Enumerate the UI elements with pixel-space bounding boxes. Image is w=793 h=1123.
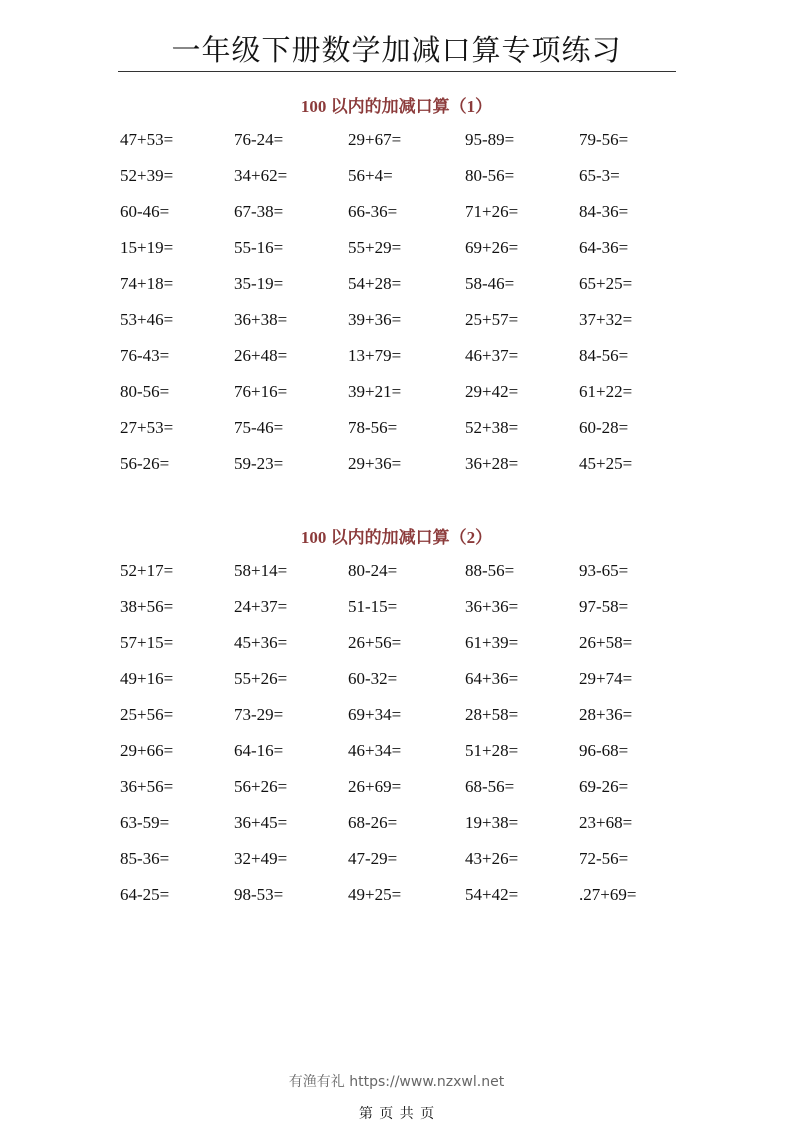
problem-item: 28+58= bbox=[465, 705, 519, 724]
section-heading-1: 100 以内的加减口算（1） bbox=[300, 97, 493, 116]
problem-item: 56-26= bbox=[120, 454, 170, 473]
problem-item: 29+66= bbox=[120, 741, 174, 760]
problem-item: 32+49= bbox=[234, 849, 288, 868]
problem-item: 29+36= bbox=[348, 454, 402, 473]
problem-item: 47+53= bbox=[120, 130, 174, 149]
footer-link[interactable]: 有渔有礼 https://www.nzxwl.net bbox=[288, 1074, 505, 1090]
page-number: 第 页 共 页 bbox=[358, 1106, 435, 1122]
problem-item: 19+38= bbox=[465, 813, 519, 832]
problem-item: 97-58= bbox=[579, 597, 629, 616]
problem-item: 61+39= bbox=[465, 633, 519, 652]
problem-item: 71+26= bbox=[465, 202, 519, 221]
problem-item: 60-32= bbox=[348, 669, 398, 688]
problem-grid-2 bbox=[120, 561, 680, 921]
problem-item: 26+58= bbox=[579, 633, 633, 652]
problem-item: 13+79= bbox=[348, 346, 402, 365]
problem-item: 85-36= bbox=[120, 849, 170, 868]
problem-item: 61+22= bbox=[579, 382, 633, 401]
problem-item: 52+17= bbox=[120, 561, 174, 580]
problem-item: 28+36= bbox=[579, 705, 633, 724]
problem-item: 29+74= bbox=[579, 669, 633, 688]
problem-item: 55+26= bbox=[234, 669, 288, 688]
problem-item: 96-68= bbox=[579, 741, 629, 760]
problem-item: 84-56= bbox=[579, 346, 629, 365]
problem-item: 74+18= bbox=[120, 274, 174, 293]
section-heading-2: 100 以内的加减口算（2） bbox=[300, 528, 493, 547]
problem-item: 45+25= bbox=[579, 454, 633, 473]
problem-item: 52+38= bbox=[465, 418, 519, 437]
problem-item: 39+36= bbox=[348, 310, 402, 329]
problem-item: 64+36= bbox=[465, 669, 519, 688]
problem-item: 15+19= bbox=[120, 238, 174, 257]
problem-item: 47-29= bbox=[348, 849, 398, 868]
problem-item: 95-89= bbox=[465, 130, 515, 149]
problem-item: 93-65= bbox=[579, 561, 629, 580]
problem-item: 37+32= bbox=[579, 310, 633, 329]
problem-item: 63-59= bbox=[120, 813, 170, 832]
problem-item: 80-24= bbox=[348, 561, 398, 580]
problem-item: 76-43= bbox=[120, 346, 170, 365]
problem-item: 68-56= bbox=[465, 777, 515, 796]
problem-item: 36+45= bbox=[234, 813, 288, 832]
problem-item: 23+68= bbox=[579, 813, 633, 832]
problem-item: 58-46= bbox=[465, 274, 515, 293]
problem-item: 65-3= bbox=[579, 166, 620, 185]
problem-item: 36+38= bbox=[234, 310, 288, 329]
problem-item: 56+4= bbox=[348, 166, 393, 185]
problem-item: 55+29= bbox=[348, 238, 402, 257]
problem-item: 54+42= bbox=[465, 885, 519, 904]
problem-item: 75-46= bbox=[234, 418, 284, 437]
problem-item: 56+26= bbox=[234, 777, 288, 796]
problem-item: 57+15= bbox=[120, 633, 174, 652]
problem-item: 72-56= bbox=[579, 849, 629, 868]
problem-item: 26+48= bbox=[234, 346, 288, 365]
problem-item: 80-56= bbox=[120, 382, 170, 401]
problem-item: 24+37= bbox=[234, 597, 288, 616]
problem-item: 51-15= bbox=[348, 597, 398, 616]
problem-item: 69+34= bbox=[348, 705, 402, 724]
problem-item: 53+46= bbox=[120, 310, 174, 329]
problem-item: 66-36= bbox=[348, 202, 398, 221]
problem-item: 65+25= bbox=[579, 274, 633, 293]
problem-item: 26+56= bbox=[348, 633, 402, 652]
problem-item: 39+21= bbox=[348, 382, 402, 401]
problem-item: 49+16= bbox=[120, 669, 174, 688]
problem-item: 26+69= bbox=[348, 777, 402, 796]
problem-item: 60-46= bbox=[120, 202, 170, 221]
problem-item: 36+28= bbox=[465, 454, 519, 473]
problem-item: 60-28= bbox=[579, 418, 629, 437]
problem-item: 51+28= bbox=[465, 741, 519, 760]
problem-item: 98-53= bbox=[234, 885, 284, 904]
problem-item: 79-56= bbox=[579, 130, 629, 149]
problem-item: 68-26= bbox=[348, 813, 398, 832]
document-title: 一年级下册数学加减口算专项练习 bbox=[171, 33, 622, 67]
problem-item: 76-24= bbox=[234, 130, 284, 149]
problem-item: 80-56= bbox=[465, 166, 515, 185]
problem-item: 27+53= bbox=[120, 418, 174, 437]
problem-item: 46+37= bbox=[465, 346, 519, 365]
problem-item: 49+25= bbox=[348, 885, 402, 904]
problem-item: 84-36= bbox=[579, 202, 629, 221]
problem-item: 38+56= bbox=[120, 597, 174, 616]
problem-item: 46+34= bbox=[348, 741, 402, 760]
problem-item: 69-26= bbox=[579, 777, 629, 796]
problem-item: 64-25= bbox=[120, 885, 170, 904]
title-underline bbox=[118, 71, 676, 72]
problem-item: 76+16= bbox=[234, 382, 288, 401]
problem-item: 54+28= bbox=[348, 274, 402, 293]
problem-item: 58+14= bbox=[234, 561, 288, 580]
problem-item: 36+36= bbox=[465, 597, 519, 616]
problem-item: 55-16= bbox=[234, 238, 284, 257]
problem-item: 45+36= bbox=[234, 633, 288, 652]
problem-item: 64-16= bbox=[234, 741, 284, 760]
problem-item: .27+69= bbox=[579, 885, 637, 904]
problem-item: 88-56= bbox=[465, 561, 515, 580]
problem-item: 43+26= bbox=[465, 849, 519, 868]
problem-item: 67-38= bbox=[234, 202, 284, 221]
problem-item: 36+56= bbox=[120, 777, 174, 796]
problem-item: 69+26= bbox=[465, 238, 519, 257]
problem-item: 64-36= bbox=[579, 238, 629, 257]
problem-item: 29+67= bbox=[348, 130, 402, 149]
problem-item: 34+62= bbox=[234, 166, 288, 185]
problem-item: 25+57= bbox=[465, 310, 519, 329]
problem-item: 59-23= bbox=[234, 454, 284, 473]
problem-item: 29+42= bbox=[465, 382, 519, 401]
problem-grid-1 bbox=[120, 130, 680, 490]
problem-item: 25+56= bbox=[120, 705, 174, 724]
problem-item: 73-29= bbox=[234, 705, 284, 724]
problem-item: 52+39= bbox=[120, 166, 174, 185]
problem-item: 78-56= bbox=[348, 418, 398, 437]
problem-item: 35-19= bbox=[234, 274, 284, 293]
